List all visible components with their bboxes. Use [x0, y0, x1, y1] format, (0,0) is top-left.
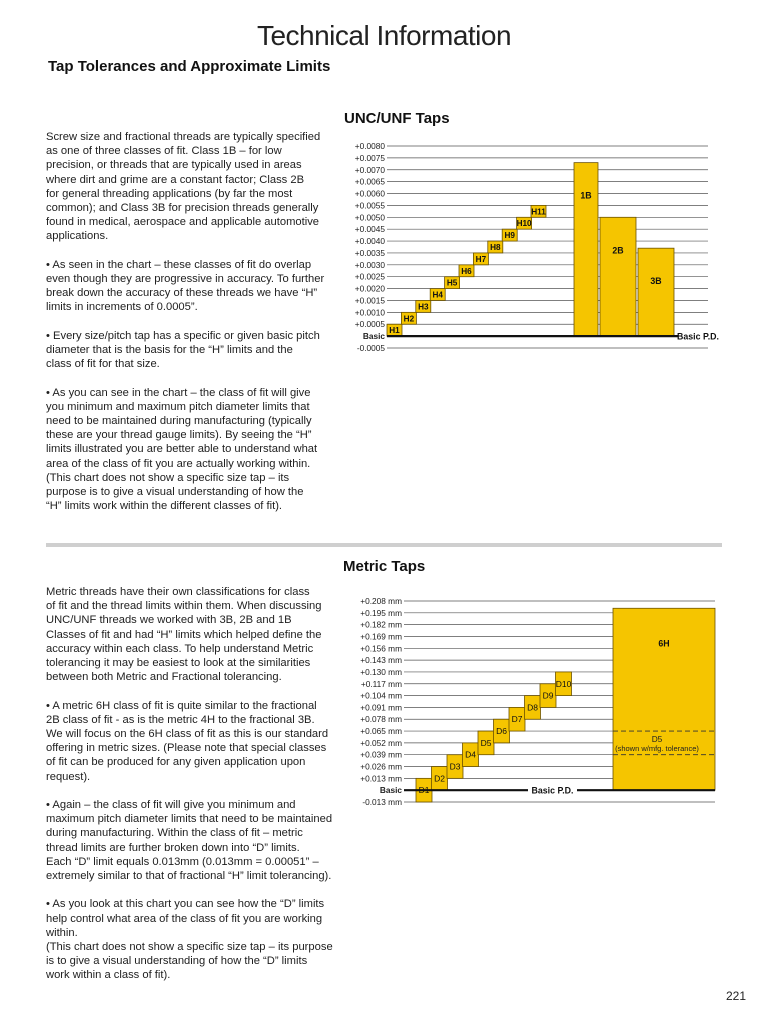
y-tick-label: +0.0005 — [354, 319, 385, 330]
step-bar-label: H9 — [504, 231, 515, 241]
class-bar-label: 6H — [658, 638, 670, 649]
y-tick-label: +0.0070 — [354, 164, 385, 175]
y-tick-label: +0.156 mm — [360, 643, 402, 654]
step-bar-label: D10 — [555, 678, 572, 689]
y-tick-label: +0.013 mm — [360, 773, 402, 784]
class-bar-label: 2B — [612, 245, 624, 256]
step-bar-label: H2 — [403, 314, 415, 324]
unc-paragraph: • As seen in the chart – these classes of fit do overlap even though they are progressive in accuracy. To further break down the accuracy of these threads we have “H” limits in increments of 0.0005”. — [46, 258, 325, 314]
step-bar-label: D2 — [434, 773, 445, 784]
y-tick-label: +0.0020 — [354, 283, 385, 294]
unc-paragraph: • Every size/pitch tap has a specific or given basic pitch diameter that is the basis for the “H” limits and the class of fit for that size. — [46, 329, 320, 371]
step-bar-label: H4 — [432, 290, 443, 300]
page-title: Technical Information — [256, 20, 512, 51]
step-bar-label: H1 — [389, 326, 400, 336]
metric-paragraph: Metric threads have their own classifications for class of fit and the thread limits within them. When discussing UNC/UNF threads we worked with 3B, 2B and 1B Classes of fit and had “H” limits which helped define the accuracy within each class. To help understand Metric tolerancing it may be easiest to look at the similarities between both Metric and Fractional tolerancing. — [46, 586, 322, 684]
y-tick-label: +0.0045 — [354, 224, 385, 235]
y-tick-label: +0.0075 — [354, 152, 385, 163]
step-bar-label: H8 — [490, 243, 501, 252]
y-tick-label: +0.130 mm — [360, 666, 402, 677]
class-bar — [613, 608, 715, 790]
step-bar-label: H11 — [531, 207, 546, 217]
y-tick-label: +0.143 mm — [360, 655, 402, 666]
y-tick-label: +0.065 mm — [360, 726, 402, 737]
step-bar-label: D3 — [449, 761, 461, 772]
y-tick-label: +0.0010 — [354, 307, 385, 318]
step-bar-label: H5 — [446, 278, 458, 288]
y-tick-label: +0.208 mm — [360, 596, 402, 606]
class-bar — [600, 217, 636, 336]
page-subtitle: Tap Tolerances and Approximate Limits — [48, 58, 331, 75]
unc-text — [46, 130, 346, 528]
annotation-sublabel: (shown w/mfg. tolerance) — [615, 743, 699, 753]
y-tick-label: +0.0015 — [354, 295, 385, 306]
unc-tolerance-chart — [345, 140, 735, 355]
y-tick-label: +0.169 mm — [360, 631, 402, 642]
y-tick-label: +0.117 mm — [360, 678, 402, 689]
unc-paragraph: • As you can see in the chart – the class of fit will give you minimum and maximum pitch diameter limits that need to be maintained during manufacturing (typically these are your thread gauge limits). By seeing the “H” limits illustrated you are better able to understand what area of the class of fit you are actually working within. (This chart does not show a specific size tap – its purpose is to give a visual understanding of how the “H” limits work within the different classes of fit). — [46, 386, 318, 513]
step-bar-label: H3 — [418, 302, 429, 312]
y-tick-label: +0.0025 — [354, 271, 385, 282]
y-tick-label: +0.026 mm — [360, 761, 402, 772]
y-tick-label: +0.104 mm — [360, 690, 402, 701]
y-tick-label: +0.0035 — [354, 247, 385, 258]
step-bar-label: H7 — [475, 254, 487, 264]
y-tick-label: +0.0030 — [354, 259, 385, 270]
metric-tolerance-chart — [345, 595, 735, 810]
step-bar-label: D5 — [480, 737, 492, 748]
class-bar-label: 1B — [580, 190, 592, 201]
metric-paragraph: • Again – the class of fit will give you minimum and maximum pitch diameter limits that need to be maintained during manufacturing. Within the class of fit – metric thread limits are further broken down into “D” limits. Each “D” limit equals 0.013mm (0.013mm = 0.00051” – extremely similar to that of fractional “H” limit tolerancing). — [46, 799, 333, 883]
section-divider — [46, 543, 722, 547]
y-tick-label: +0.0040 — [354, 236, 385, 247]
baseline-label: Basic P.D. — [677, 331, 719, 342]
y-tick-label: +0.091 mm — [360, 702, 402, 713]
y-tick-label: +0.0050 — [354, 212, 385, 223]
metric-paragraph: • A metric 6H class of fit is quite similar to the fractional 2B class of fit - as is the metric 4H to the fractional 3B. We will focus on the 6H class of fit as this is our standard offering in metric sizes. (Please note that special classes of fit can be produced for any given application upon request). — [46, 699, 329, 783]
step-bar-label: D6 — [496, 726, 507, 737]
step-bar-label: H6 — [461, 266, 472, 276]
step-bar-label: D9 — [542, 690, 554, 701]
y-tick-label: +0.039 mm — [360, 749, 402, 760]
step-bar-label: H10 — [516, 219, 532, 229]
y-tick-label: +0.052 mm — [360, 737, 402, 748]
annotation-label: D5 — [651, 733, 663, 744]
y-tick-label: Basic — [379, 785, 402, 796]
y-tick-label: +0.195 mm — [360, 607, 402, 618]
y-tick-label: -0.013 mm — [362, 797, 402, 807]
step-bar-label: D4 — [465, 749, 476, 760]
baseline-label: Basic P.D. — [531, 785, 574, 796]
metric-paragraph: • As you look at this chart you can see how the “D” limits help control what area of the class of fit you are working within. (This chart does not show a specific size tap – its purpose is to give a visual understanding of how the “D” limits work within a class of fit). — [46, 898, 333, 982]
step-bar-label: D1 — [418, 785, 430, 796]
class-bar — [574, 163, 598, 336]
y-tick-label: +0.182 mm — [360, 619, 402, 630]
metric-heading: Metric Taps — [343, 558, 426, 575]
y-tick-label: +0.0065 — [354, 176, 385, 187]
step-bar-label: D7 — [511, 714, 523, 725]
unc-paragraph: Screw size and fractional threads are typically specified as one of three classes of fit. Class 1B – for low precision, or threads that are typically used in areas where dirt and grime are a constant factor; Class 2B for general threading applications (by far the most common); and Class 3B for precision threads generally found in medical, aerospace and applicable automotive applications. — [46, 131, 321, 243]
metric-text — [46, 585, 346, 997]
y-tick-label: Basic — [362, 331, 385, 342]
unc-heading: UNC/UNF Taps — [344, 110, 450, 127]
y-tick-label: +0.078 mm — [360, 714, 402, 725]
class-bar-label: 3B — [650, 276, 662, 287]
step-bar-label: D8 — [527, 702, 538, 713]
y-tick-label: -0.0005 — [356, 343, 385, 353]
page-number: 221 — [725, 989, 746, 1003]
y-tick-label: +0.0055 — [354, 200, 385, 211]
y-tick-label: +0.0080 — [354, 141, 385, 151]
class-bar — [638, 248, 674, 336]
y-tick-label: +0.0060 — [354, 188, 385, 199]
